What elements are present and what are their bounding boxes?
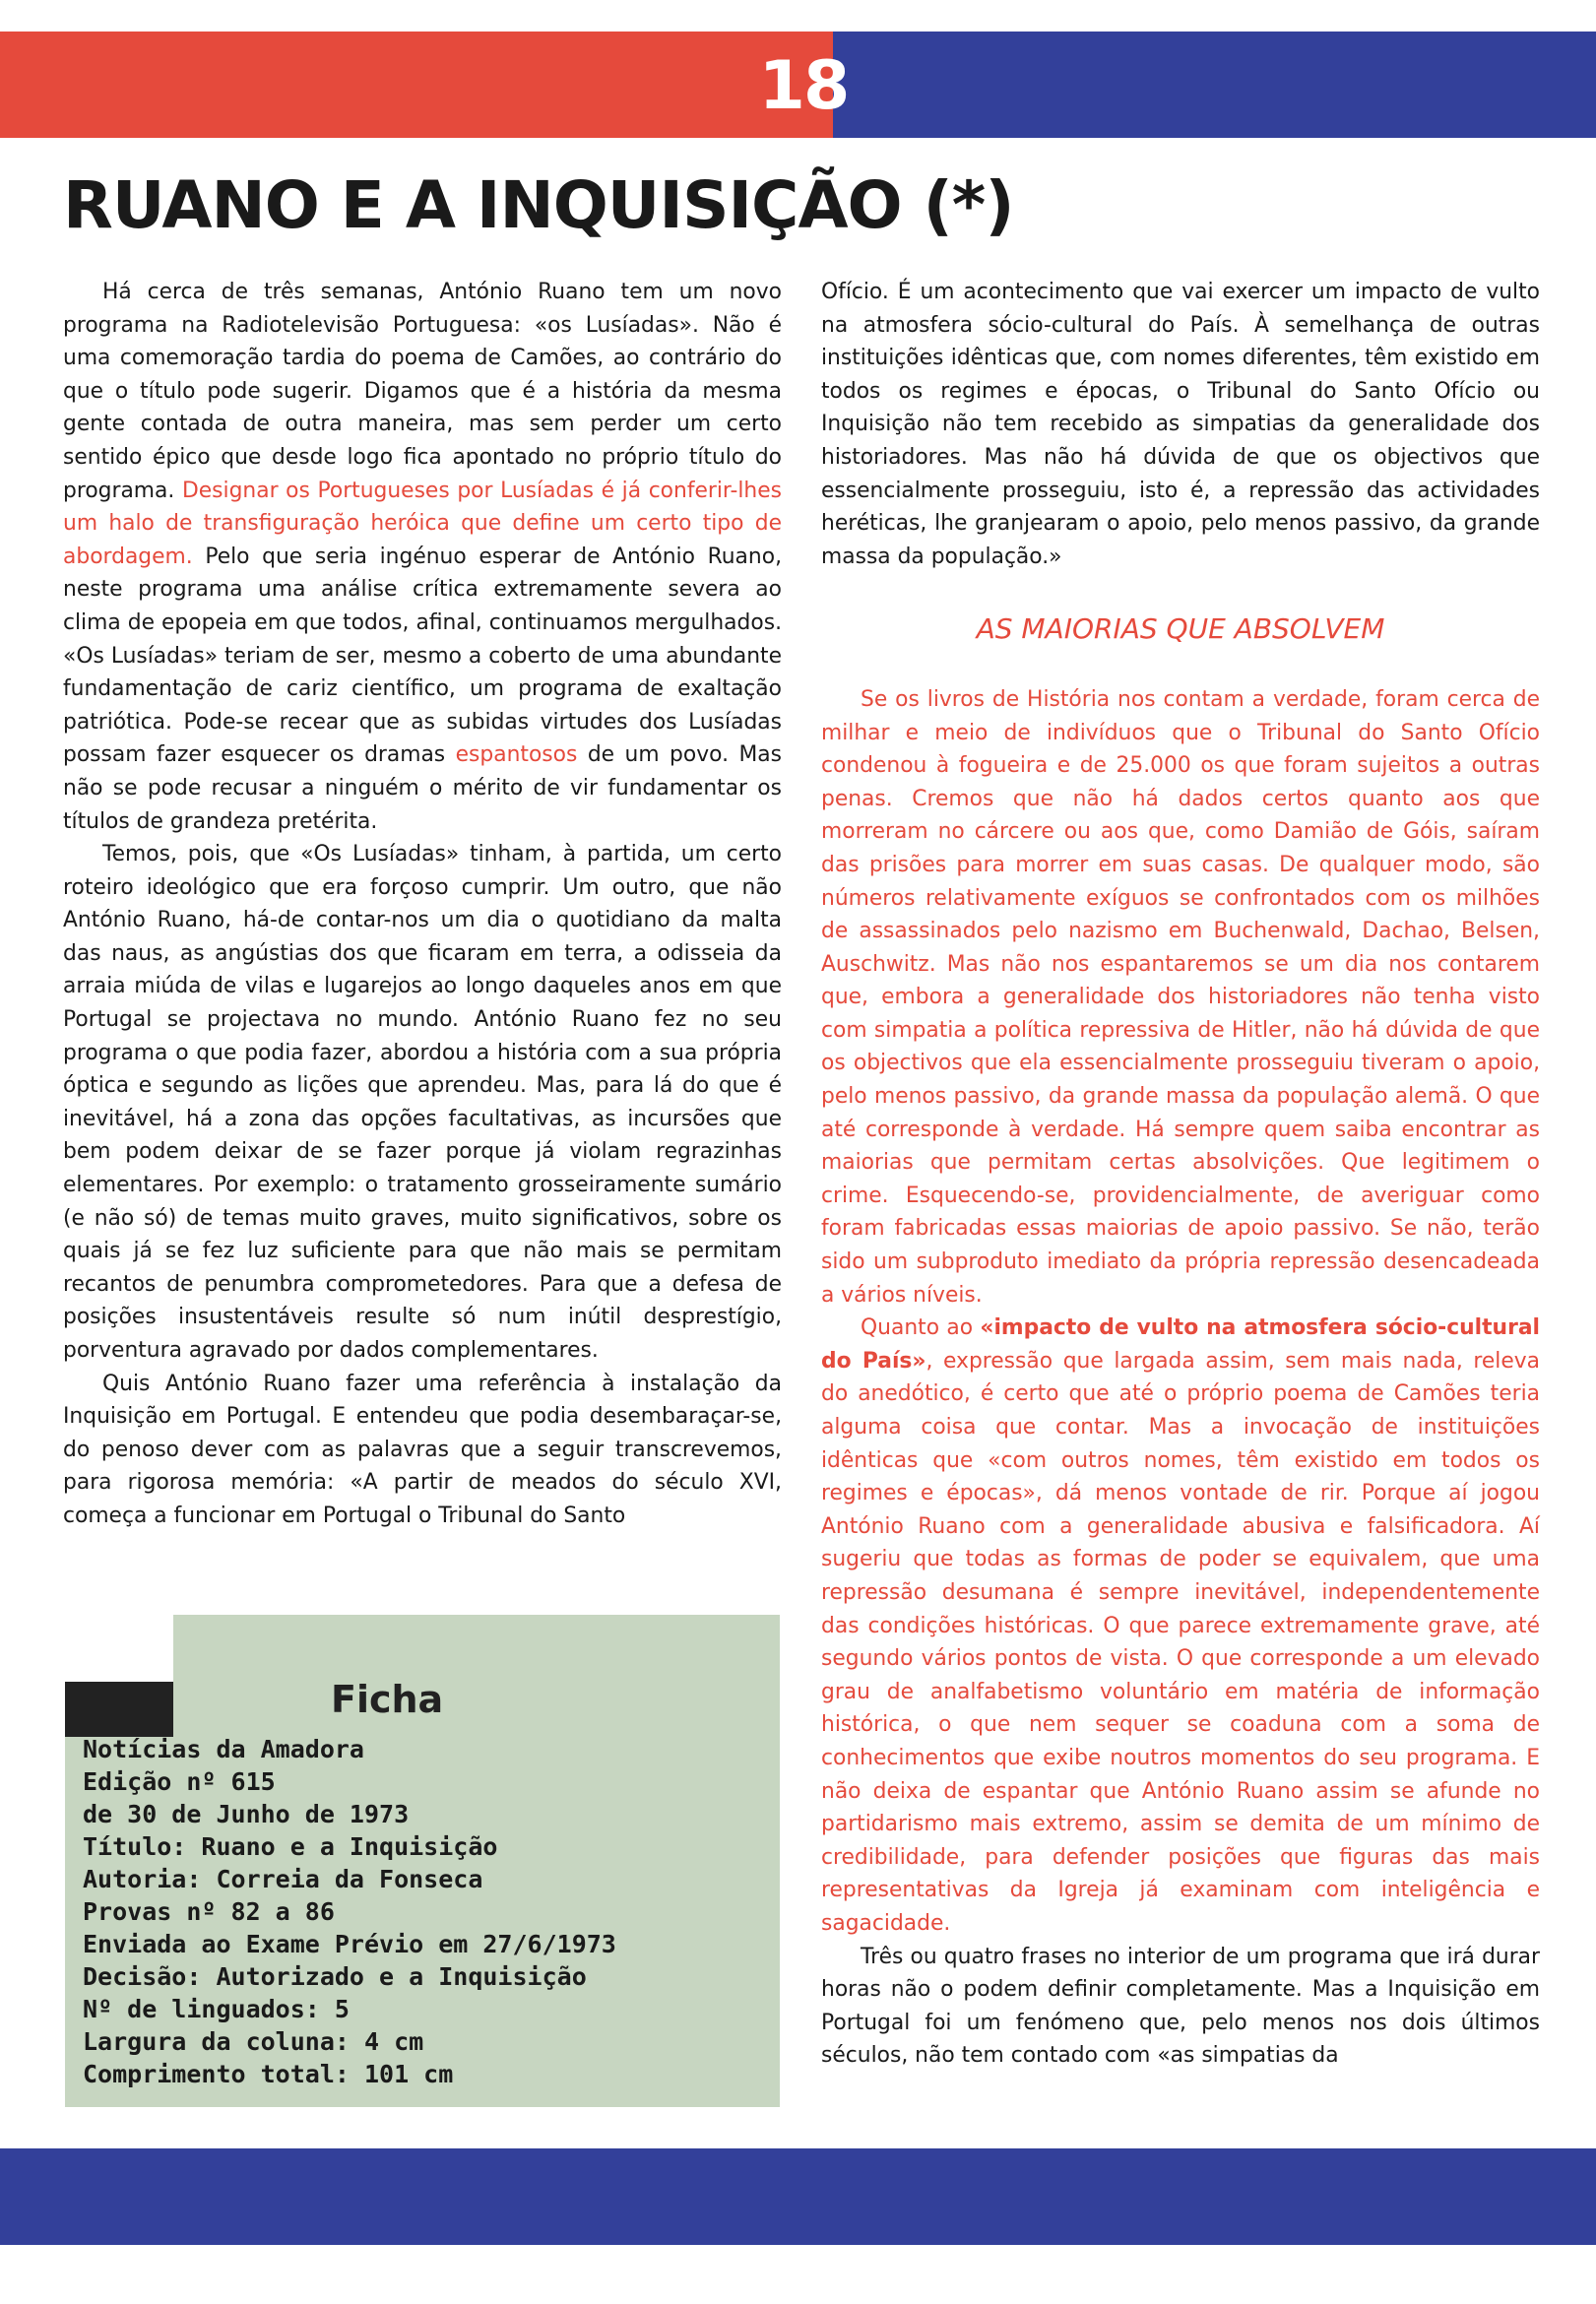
paragraph-3: Quis António Ruano fazer uma referência à instalação da Inquisição em Portugal. E entendeu que podia desembaraçar-se, do penoso dever com as palavras que a seguir transcrevemos, para rigorosa memória: «A partir de meados do século XVI, começa a funcionar em Portugal o Tribunal do Santo xyxy=(63,1371,782,1528)
ficha-line: Largura da coluna: 4 cm xyxy=(83,2027,424,2056)
ficha-line: Notícias da Amadora xyxy=(83,1735,364,1763)
ficha-lines xyxy=(83,1733,762,2090)
paragraph-red-2-text-a: Quanto ao xyxy=(861,1315,981,1341)
paragraph-red-2-bold-quote: «impacto de vulto na atmosfera sócio-cultural do País» xyxy=(821,1315,1540,1374)
paragraph-1-highlight-word: espantosos xyxy=(455,742,578,768)
header-band-red xyxy=(0,32,833,138)
paragraph-red-2 xyxy=(821,1312,1540,1940)
article-column-left xyxy=(63,276,782,1533)
paragraph-1-text-a: Há cerca de três semanas, António Ruano tem um novo programa na Radiotelevisão Portuguesa: «os Lusíadas». Não é uma comemoração tardia do poema de Camões, ao contrário do que o título pode sugerir. Digamos que é a história da mesma gente contada de outra maneira, mas sem perder um certo sentido épico que desde logo fica apontado no próprio título do programa. xyxy=(63,280,782,503)
section-heading: AS MAIORIAS QUE ABSOLVEM xyxy=(976,612,1385,646)
ficha-line: Edição nº 615 xyxy=(83,1767,276,1796)
paragraph-final: Três ou quatro frases no interior de um programa que irá durar horas não o podem definir completamente. Mas a Inquisição em Portugal foi um fenómeno que, pelo menos nos dois últimos séculos, não tem contado com «as simpatias da xyxy=(821,1944,1540,2069)
page-number: 18 xyxy=(758,47,849,125)
header-band-blue xyxy=(833,32,1596,138)
ficha-line: Autoria: Correia da Fonseca xyxy=(83,1865,483,1893)
ficha-line: Comprimento total: 101 cm xyxy=(83,2060,454,2088)
ficha-tab-black xyxy=(65,1682,173,1737)
paragraph-red-2-text-b: , expressão que largada assim, sem mais nada, releva do anedótico, é certo que até o próprio poema de Camões teria alguma coisa que contar. Mas a invocação de instituições idênticas que «com outros nomes, têm existido em todos os regimes e épocas», dá menos vontade de rir. Porque aí jogou António Ruano com a generalidade abusiva e falsificadora. Aí sugeriu que todas as formas de poder se equivalem, que uma repressão desumana é sempre inevitável, independentemente das condições históricas. O que parece extremamente grave, até segundo vários pontos de vista. O que corresponde a um elevado grau de analfabetismo voluntário em matéria de informação histórica, o que nem sequer se coaduna com a soma de conhecimentos que exibe noutros momentos do seu programa. E não deixa de espantar que António Ruano assim se afunde no partidarismo mais extremo, assim se demita de um mínimo de credibilidade, para defender posições que figuras das mais representativas da Igreja já examinam com inteligência e sagacidade. xyxy=(821,1348,1540,1936)
ficha-line: de 30 de Junho de 1973 xyxy=(83,1800,410,1828)
paragraph-2: Temos, pois, que «Os Lusíadas» tinham, à partida, um certo roteiro ideológico que era forçoso cumprir. Um outro, que não António Ruano, há-de contar-nos um dia o quotidiano da malta das naus, as angústias dos que ficaram em terra, a odisseia da arraia miúda de vilas e lugarejos ao longo daqueles anos em que Portugal se projectava no mundo. António Ruano fez no seu programa o que podia fazer, abordou a história com a sua própria óptica e segundo as lições que aprendeu. Mas, para lá do que é inevitável, há a zona das opções facultativas, as incursões que bem podem deixar de se fazer porque já violam regrazinhas elementares. Por exemplo: o tratamento grosseiramente sumário (e não só) de temas muito graves, muito significativos, sobre os quais já se fez luz suficiente para que não mais se permitam recantos de penumbra comprometedores. Para que a defesa de posições insustentáveis resulte só num inútil desprestígio, porventura agravado por dados complementares. xyxy=(63,842,782,1363)
article-column-right xyxy=(821,276,1540,2073)
article-title: RUANO E A INQUISIÇÃO (*) xyxy=(63,167,1014,243)
paragraph-continued: Ofício. É um acontecimento que vai exercer um impacto de vulto na atmosfera sócio-cultural do País. À semelhança de outras instituições idênticas que, com nomes diferentes, têm existido em todos os regimes e épocas, o Tribunal do Santo Ofício ou Inquisição não tem recebido as simpatias da generalidade dos historiadores. Mas não há dúvida de que os objectivos que essencialmente prosseguiu, isto é, a repressão das actividades heréticas, lhe granjearam o apoio, pelo menos passivo, da grande massa da população.» xyxy=(821,280,1540,569)
paragraph-1-text-c: de um povo. Mas não se pode recusar a ninguém o mérito de vir fundamentar os títulos de grandeza pretérita. xyxy=(63,742,782,834)
ficha-tab-white xyxy=(65,1615,173,1682)
paragraph-1-text-b: Pelo que seria ingénuo esperar de António Ruano, neste programa uma análise crítica extremamente severa ao clima de epopeia em que todos, afinal, continuamos mergulhados. «Os Lusíadas» teriam de ser, mesmo a coberto de uma abundante fundamentação de cariz científico, um programa de exaltação patriótica. Pode-se recear que as subidas virtudes dos Lusíadas possam fazer esquecer os dramas xyxy=(63,544,782,768)
ficha-line: Enviada ao Exame Prévio em 27/6/1973 xyxy=(83,1930,616,1958)
ficha-line: Título: Ruano e a Inquisição xyxy=(83,1832,498,1861)
paragraph-red-1: Se os livros de História nos contam a verdade, foram cerca de milhar e meio de indivíduos que o Tribunal do Santo Ofício condenou à fogueira e de 25.000 os que foram sujeitos a outras penas. Cremos que não há dados certos quanto aos que morreram no cárcere ou aos que, como Damião de Góis, saíram das prisões para morrer em suas casas. De qualquer modo, são números relativamente exíguos se confrontados com os milhões de assassinados pelo nazismo em Buchenwald, Dachao, Belsen, Auschwitz. Mas não nos espantaremos se um dia nos contarem que, embora a generalidade dos historiadores não tenha visto com simpatia a política repressiva de Hitler, não há dúvida de que os objectivos que ela essencialmente prosseguiu tiveram o apoio, pelo menos passivo, da grande massa da população alemã. O que até corresponde à verdade. Há sempre quem saiba encontrar as maiorias que permitam certas absolvições. Que legitimem o crime. Esquecendo-se, providencialmente, de averiguar como foram fabricadas essas maiorias de apoio passivo. Se não, terão sido um subproduto imediato da própria repressão desencadeada a vários níveis. xyxy=(821,686,1540,1308)
ficha-line: Provas nº 82 a 86 xyxy=(83,1897,335,1926)
paragraph-1 xyxy=(63,276,782,838)
footer-band-blue xyxy=(0,2148,1596,2245)
ficha-line: Decisão: Autorizado e a Inquisição xyxy=(83,1962,587,1991)
ficha-heading: Ficha xyxy=(331,1678,444,1721)
ficha-line: Nº de linguados: 5 xyxy=(83,1995,350,2023)
paragraph-1-highlight: Designar os Portugueses por Lusíadas é já conferir-lhes um halo de transfiguração heróica que define um certo tipo de abordagem. xyxy=(63,478,782,569)
